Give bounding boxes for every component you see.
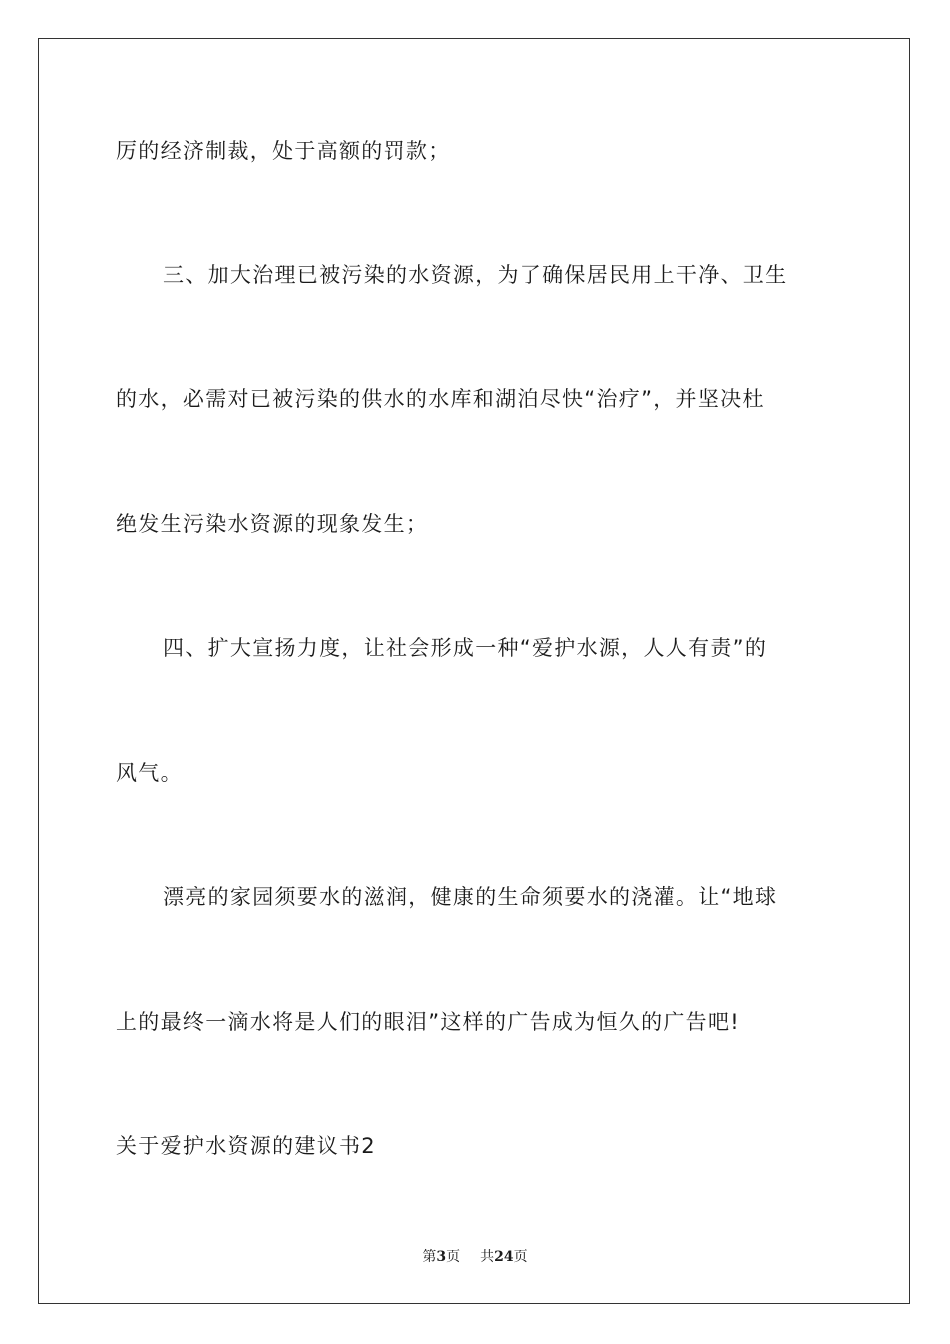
paragraph-start: 三、加大治理已被污染的水资源，为了确保居民用上干净、卫生 [163,263,788,287]
text-line: 绝发生污染水资源的现象发生； [116,512,429,536]
page-border [38,38,910,1304]
current-page-number: 3 [436,1249,447,1265]
total-prefix: 共 [480,1249,495,1265]
total-page-number: 24 [494,1249,514,1265]
total-suffix: 页 [513,1249,528,1265]
section-heading: 关于爱护水资源的建议书2 [116,1134,376,1158]
text-line: 厉的经济制裁，处于高额的罚款； [116,139,451,163]
text-line: 的水，必需对已被污染的供水的水库和湖泊尽快“治疗”，并坚决杜 [116,387,765,411]
page-prefix: 第 [422,1249,437,1265]
paragraph-start: 漂亮的家园须要水的滋润，健康的生命须要水的浇灌。让“地球 [163,885,778,909]
text-line: 上的最终一滴水将是人们的眼泪”这样的广告成为恒久的广告吧! [116,1010,740,1034]
paragraph-start: 四、扩大宣扬力度，让社会形成一种“爱护水源，人人有责”的 [163,636,768,660]
page-suffix: 页 [446,1249,461,1265]
text-line: 风气。 [116,761,183,785]
page-footer [0,1248,950,1266]
